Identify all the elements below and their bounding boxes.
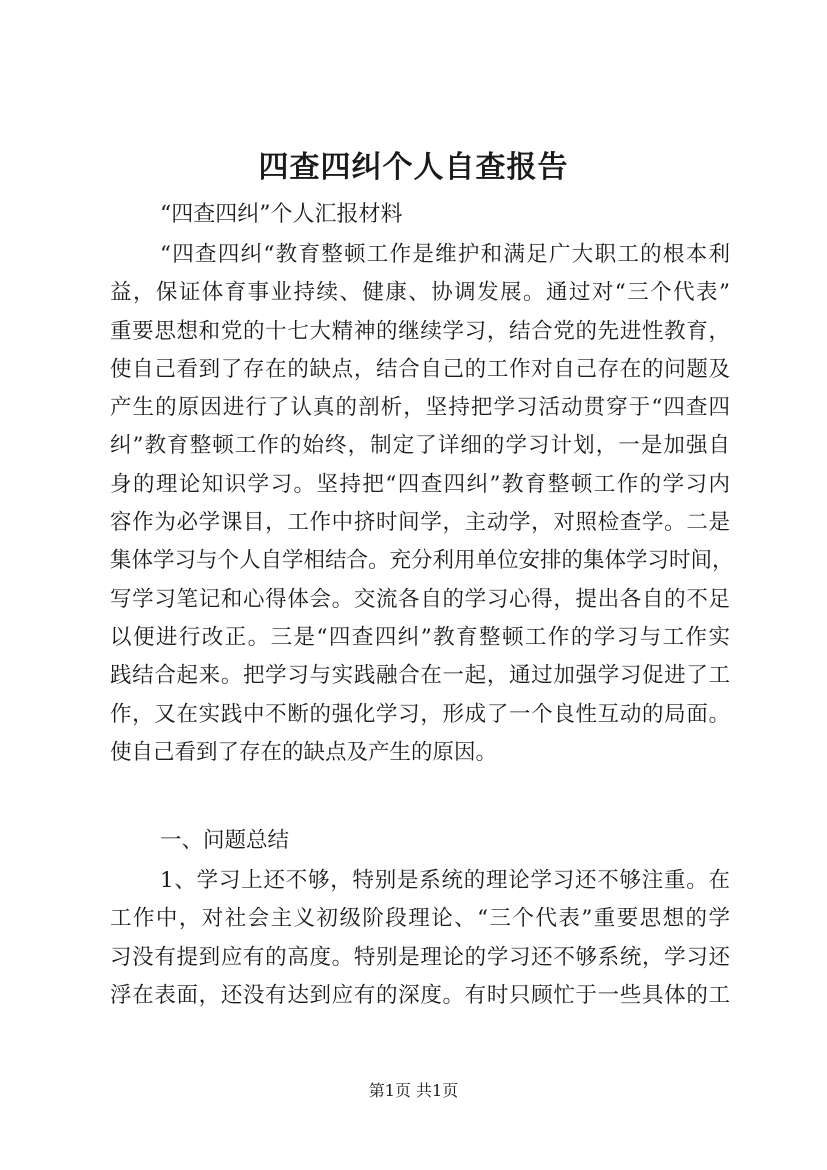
- text-line: 容作为必学课目，工作中挤时间学，主动学，对照检查学。二是: [110, 510, 730, 536]
- page-footer: 第1页 共1页: [368, 1081, 459, 1100]
- document-subtitle: “四查四纠”个人汇报材料: [160, 202, 403, 227]
- text-line: 习没有提到应有的高度。特别是理论的学习还不够系统，学习还: [110, 944, 730, 970]
- text-line: 重要思想和党的十七大精神的继续学习，结合党的先进性教育，: [110, 318, 730, 344]
- text-line: 工作中，对社会主义初级阶段理论、“三个代表”重要思想的学: [110, 906, 730, 932]
- text-line: 集体学习与个人自学相结合。充分利用单位安排的集体学习时间，: [110, 548, 734, 574]
- section-heading: 一、问题总结: [160, 828, 290, 853]
- text-line: 1、学习上还不够，特别是系统的理论学习还不够注重。在: [160, 868, 730, 893]
- text-line: “四查四纠“教育整顿工作是维护和满足广大职工的根本利: [160, 242, 730, 267]
- section-heading-block: [110, 822, 730, 860]
- text-line: 纠”教育整顿工作的始终，制定了详细的学习计划，一是加强自: [110, 433, 730, 459]
- text-line: 使自己看到了存在的缺点及产生的原因。: [110, 739, 498, 765]
- paragraph-intro: [110, 236, 734, 772]
- text-line: 浮在表面，还没有达到应有的深度。有时只顾忙于一些具体的工: [110, 982, 730, 1008]
- text-line: 以便进行改正。三是“四查四纠”教育整顿工作的学习与工作实: [110, 624, 730, 650]
- text-line: 写学习笔记和心得体会。交流各自的学习心得，提出各自的不足: [110, 586, 730, 612]
- text-line: 使自己看到了存在的缺点，结合自己的工作对自己存在的问题及: [110, 356, 730, 382]
- text-line: 产生的原因进行了认真的剖析，坚持把学习活动贯穿于“四查四: [110, 395, 730, 421]
- text-line: 益，保证体育事业持续、健康、协调发展。通过对“三个代表”: [110, 280, 730, 306]
- paragraph-problems: [110, 862, 730, 1015]
- document-title: 四查四纠个人自查报告: [258, 150, 569, 185]
- text-line: 作，又在实践中不断的强化学习，形成了一个良性互动的局面。: [110, 701, 730, 727]
- text-line: 身的理论知识学习。坚持把“四查四纠”教育整顿工作的学习内: [110, 471, 730, 497]
- text-line: 践结合起来。把学习与实践融合在一起，通过加强学习促进了工: [110, 663, 730, 689]
